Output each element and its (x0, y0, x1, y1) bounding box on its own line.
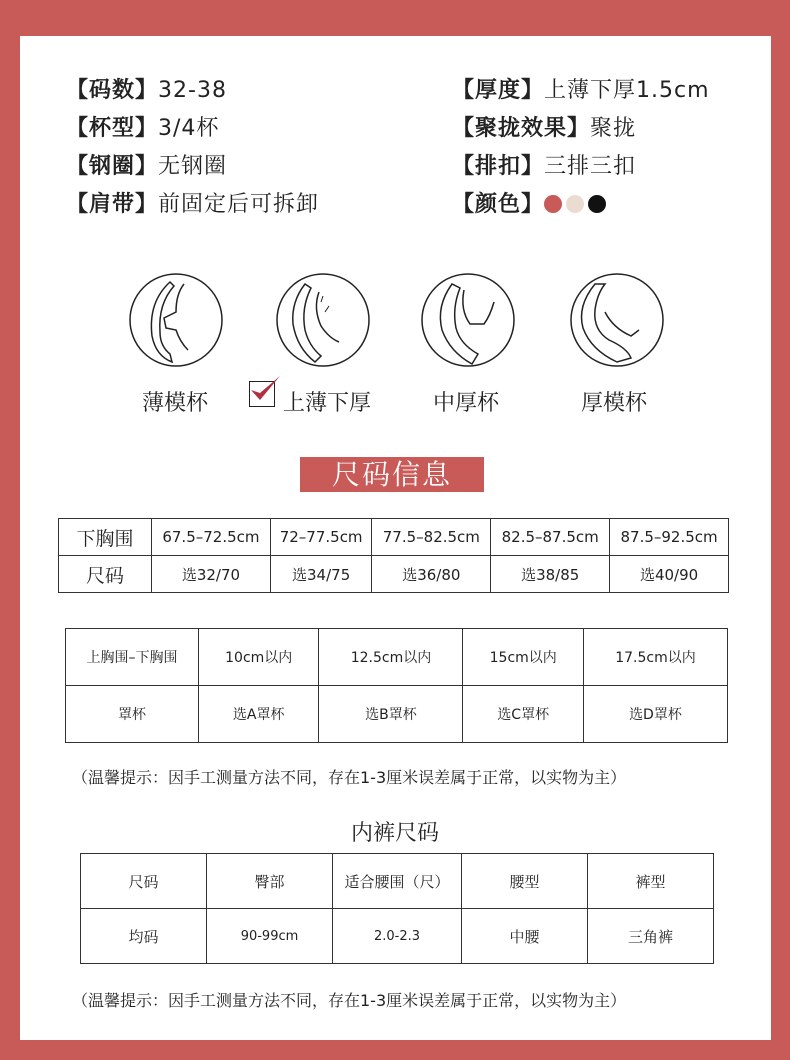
spec-wire-key: 【钢圈】 (66, 154, 159, 179)
color-swatches (544, 192, 610, 217)
table-cell: 选40/90 (610, 556, 729, 593)
spec-color (452, 187, 610, 218)
spec-clasp (452, 149, 636, 180)
color-swatch-beige (566, 195, 584, 213)
cup-size-table (65, 628, 728, 743)
spec-thickness-value: 上薄下厚1.5cm (544, 78, 710, 103)
spec-wire (66, 149, 227, 180)
table-cell: 选D罩杯 (583, 686, 727, 743)
table-cell: 87.5–92.5cm (610, 519, 729, 556)
table-cell: 均码 (81, 909, 207, 964)
thin-top-thick-bottom-cup-icon (275, 272, 371, 368)
measurement-tip-footer: （温馨提示：因手工测量方法不同，存在1-3厘米误差属于正常，以实物为主） (72, 991, 627, 1010)
spec-cup-type-key: 【杯型】 (66, 116, 159, 141)
measurement-tip: （温馨提示：因手工测量方法不同，存在1-3厘米误差属于正常，以实物为主） (72, 768, 627, 787)
cup-label-thick: 厚模杯 (580, 391, 647, 416)
table-cell: 90-99cm (207, 909, 333, 964)
spec-cup-type (66, 111, 219, 142)
spec-effect-key: 【聚拢效果】 (452, 116, 591, 141)
thin-mold-cup-icon (128, 272, 224, 368)
spec-size (66, 73, 227, 104)
table-row (66, 629, 728, 686)
spec-effect-value: 聚拢 (590, 116, 637, 141)
table-cell: 选C罩杯 (463, 686, 583, 743)
spec-size-value: 32-38 (158, 78, 227, 103)
spec-thickness-key: 【厚度】 (452, 78, 545, 103)
color-swatch-red (544, 195, 562, 213)
table-row (59, 519, 729, 556)
table-header-cell: 腰型 (462, 854, 588, 909)
spec-strap (66, 187, 319, 218)
table-cell: 67.5–72.5cm (152, 519, 271, 556)
table-cell: 10cm以内 (199, 629, 319, 686)
table-header-cell: 臀部 (207, 854, 333, 909)
thick-mold-cup-icon (569, 272, 665, 368)
table-cell: 2.0-2.3 (333, 909, 462, 964)
table-cell: 12.5cm以内 (319, 629, 463, 686)
panty-size-title: 内裤尺码 (350, 821, 439, 846)
spec-color-key: 【颜色】 (452, 192, 545, 217)
table-cell: 15cm以内 (463, 629, 583, 686)
table-cell: 77.5–82.5cm (372, 519, 491, 556)
table-header-cell: 裤型 (588, 854, 714, 909)
cup-header: 罩杯 (66, 686, 199, 743)
table-cell: 17.5cm以内 (583, 629, 727, 686)
size-header: 尺码 (59, 556, 152, 593)
spec-clasp-key: 【排扣】 (452, 154, 545, 179)
selected-checkbox (249, 381, 275, 407)
panty-size-table (80, 853, 714, 964)
spec-thickness (452, 73, 710, 104)
bust-difference-header: 上胸围–下胸围 (66, 629, 199, 686)
table-cell: 选36/80 (372, 556, 491, 593)
table-header-cell: 尺码 (81, 854, 207, 909)
cup-label-thin: 薄模杯 (141, 391, 208, 416)
table-cell: 选34/75 (270, 556, 372, 593)
cup-label-medium: 中厚杯 (432, 391, 499, 416)
table-cell: 选B罩杯 (319, 686, 463, 743)
spec-wire-value: 无钢圈 (158, 154, 228, 179)
spec-effect (452, 111, 636, 142)
table-cell: 选38/85 (491, 556, 610, 593)
table-cell: 选32/70 (152, 556, 271, 593)
table-row (59, 556, 729, 593)
color-swatch-black (588, 195, 606, 213)
table-row (66, 686, 728, 743)
table-row (81, 854, 714, 909)
medium-thick-cup-icon (420, 272, 516, 368)
underbust-header: 下胸围 (59, 519, 152, 556)
table-cell: 三角裤 (588, 909, 714, 964)
table-row (81, 909, 714, 964)
spec-strap-value: 前固定后可拆卸 (158, 192, 320, 217)
spec-cup-type-value: 3/4杯 (158, 116, 220, 141)
table-cell: 72–77.5cm (270, 519, 372, 556)
table-cell: 中腰 (462, 909, 588, 964)
table-header-cell: 适合腰围（尺） (333, 854, 462, 909)
size-info-banner: 尺码信息 (300, 457, 484, 492)
cup-label-thin-top-thick-bottom: 上薄下厚 (283, 391, 372, 416)
spec-size-key: 【码数】 (66, 78, 159, 103)
spec-strap-key: 【肩带】 (66, 192, 159, 217)
checkmark-icon (248, 374, 282, 404)
underbust-size-table (58, 518, 729, 593)
table-cell: 选A罩杯 (199, 686, 319, 743)
table-cell: 82.5–87.5cm (491, 519, 610, 556)
spec-clasp-value: 三排三扣 (544, 154, 637, 179)
